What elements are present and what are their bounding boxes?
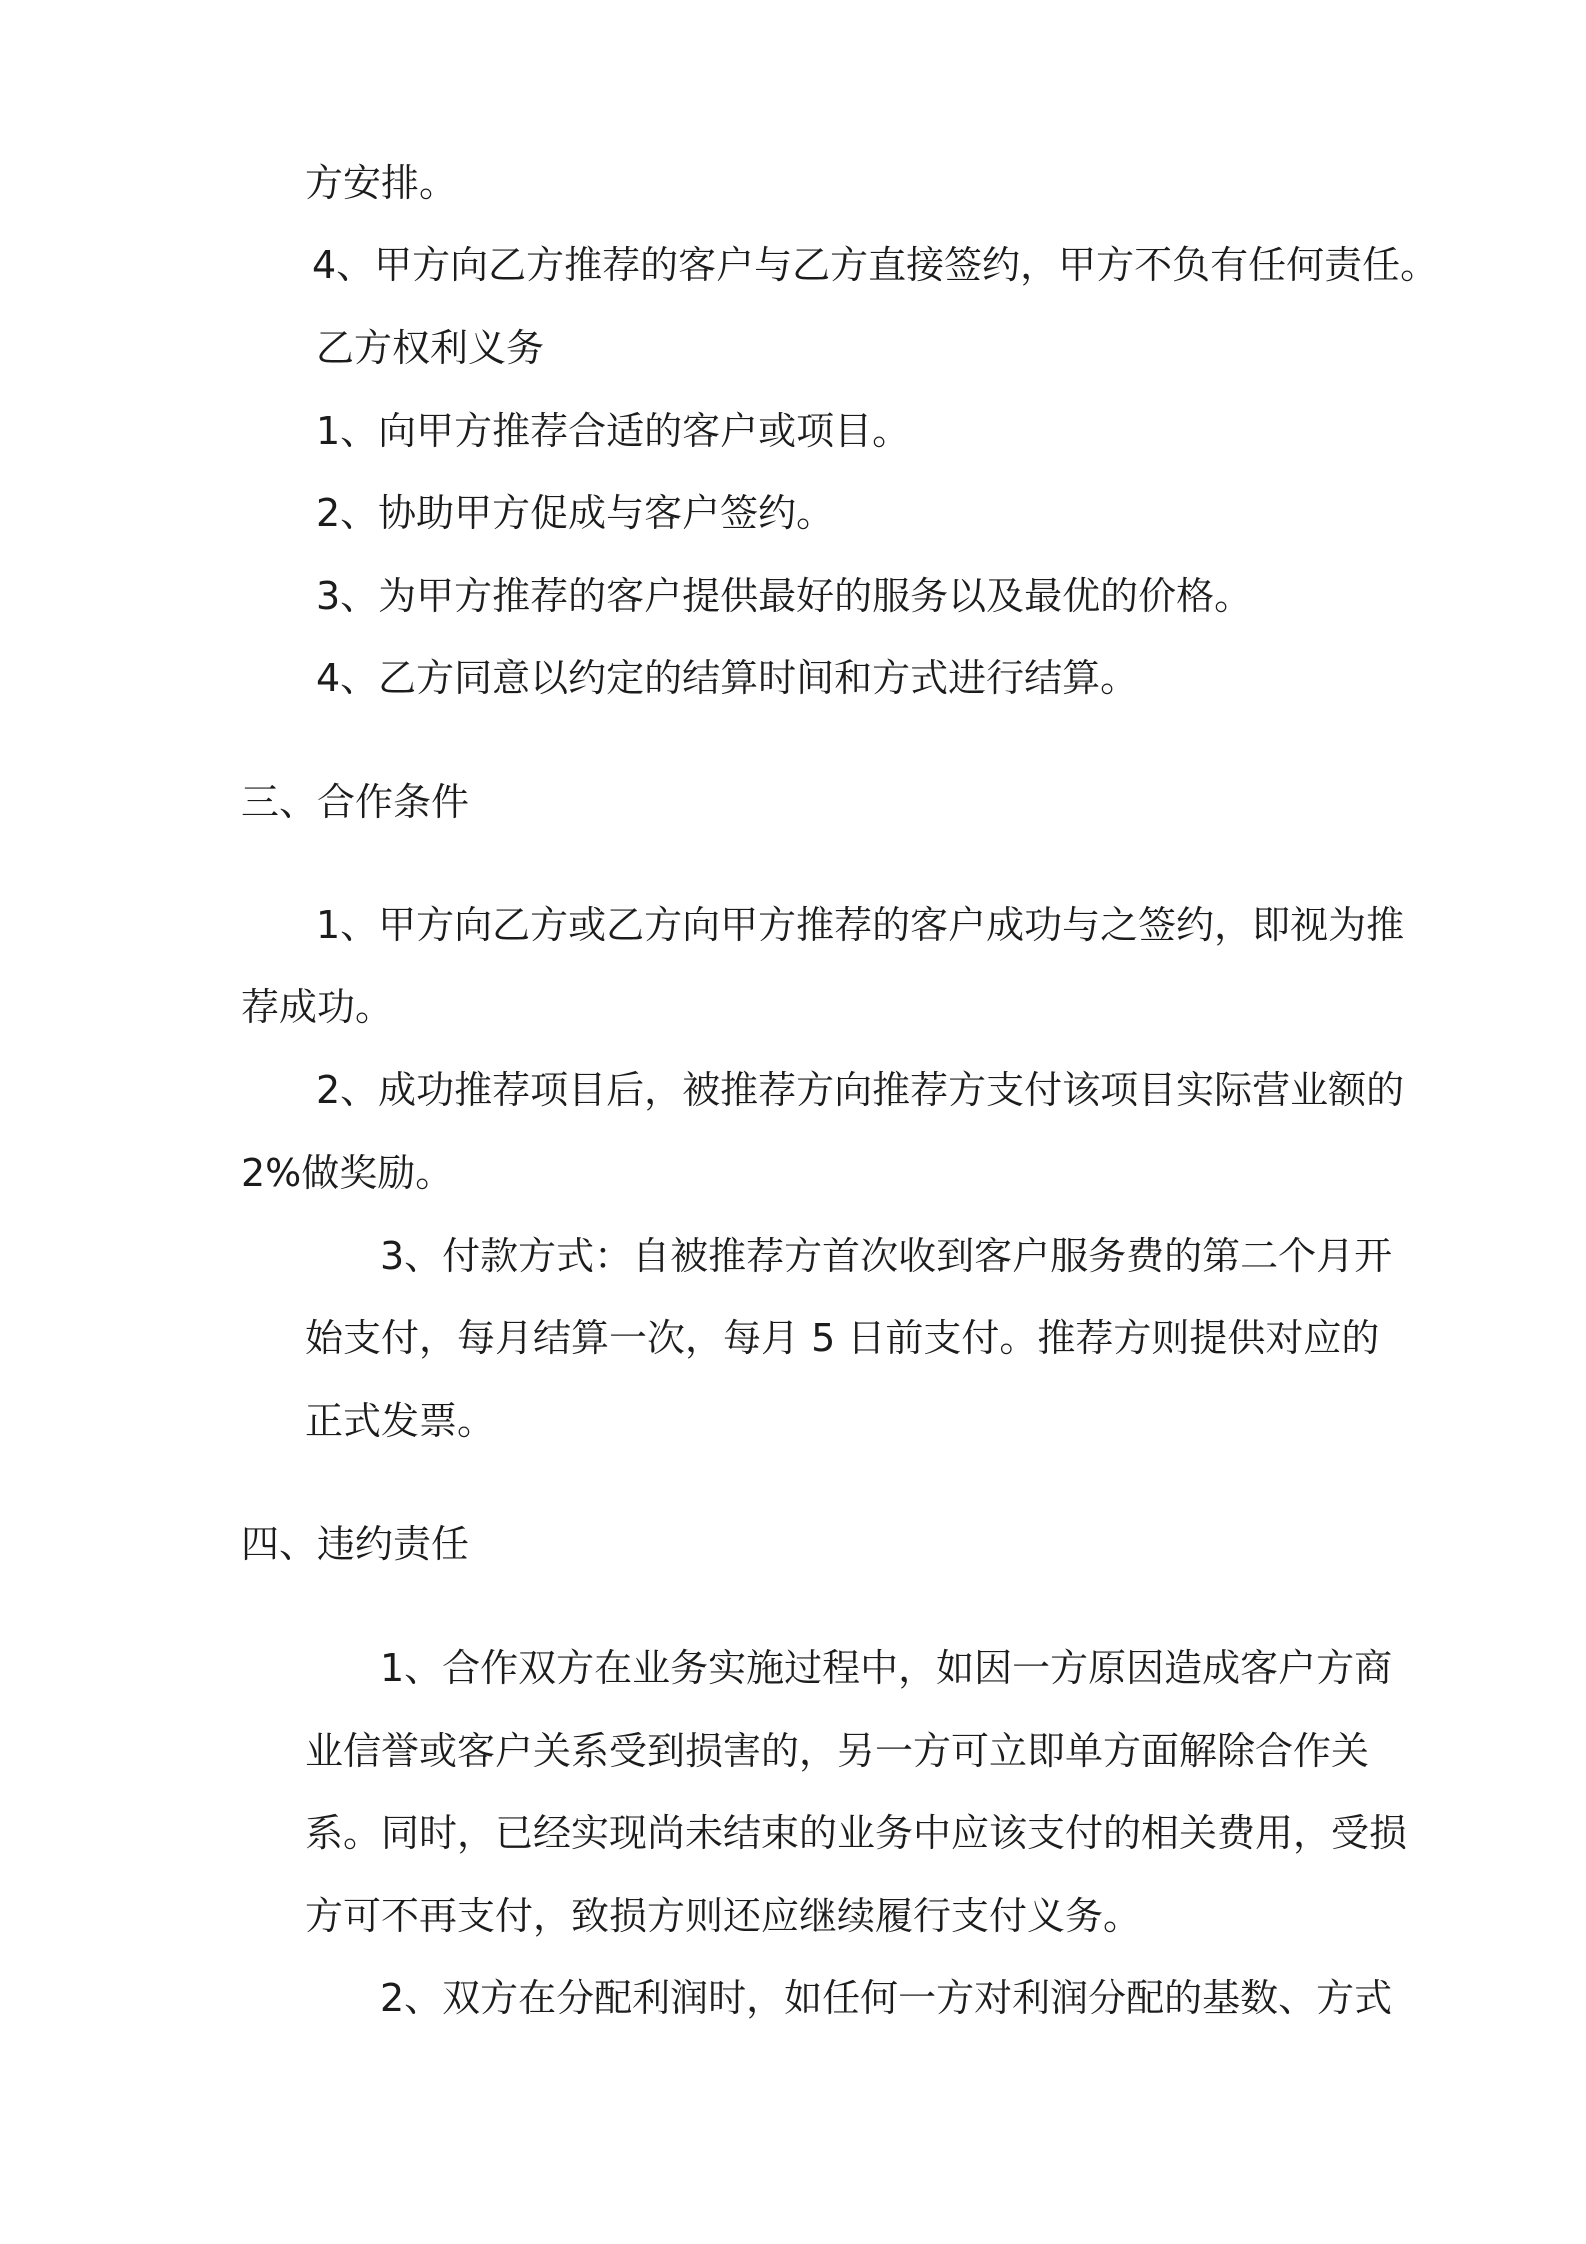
text-line: 系。同时，已经实现尚未结束的业务中应该支付的相关费用，受损 <box>305 1811 1408 1855</box>
section-subheading: 乙方权利义务 <box>316 326 545 370</box>
text-line: 荐成功。 <box>241 985 394 1029</box>
text-line: 1、甲方向乙方或乙方向甲方推荐的客户成功与之签约，即视为推 <box>316 903 1405 947</box>
text-line: 2、成功推荐项目后，被推荐方向推荐方支付该项目实际营业额的 <box>316 1068 1405 1112</box>
text-line: 4、乙方同意以约定的结算时间和方式进行结算。 <box>316 656 1139 700</box>
text-line: 方安排。 <box>305 161 458 205</box>
text-line: 1、合作双方在业务实施过程中，如因一方原因造成客户方商 <box>380 1646 1393 1690</box>
text-line: 业信誉或客户关系受到损害的，另一方可立即单方面解除合作关 <box>305 1729 1370 1773</box>
text-line: 3、为甲方推荐的客户提供最好的服务以及最优的价格。 <box>316 574 1253 618</box>
text-line: 1、向甲方推荐合适的客户或项目。 <box>316 409 911 453</box>
text-line: 正式发票。 <box>305 1399 496 1443</box>
text-line: 4、甲方向乙方推荐的客户与乙方直接签约，甲方不负有任何责任。 <box>312 243 1439 287</box>
text-line: 始支付，每月结算一次，每月 5 日前支付。推荐方则提供对应的 <box>305 1316 1380 1360</box>
text-line: 方可不再支付，致损方则还应继续履行支付义务。 <box>305 1894 1142 1938</box>
section-heading: 三、合作条件 <box>241 780 470 824</box>
text-line: 2%做奖励。 <box>241 1151 454 1195</box>
text-line: 2、协助甲方促成与客户签约。 <box>316 491 835 535</box>
section-heading: 四、违约责任 <box>241 1522 470 1566</box>
text-line: 3、付款方式：自被推荐方首次收到客户服务费的第二个月开 <box>380 1234 1393 1278</box>
text-line: 2、双方在分配利润时，如任何一方对利润分配的基数、方式 <box>380 1976 1393 2020</box>
